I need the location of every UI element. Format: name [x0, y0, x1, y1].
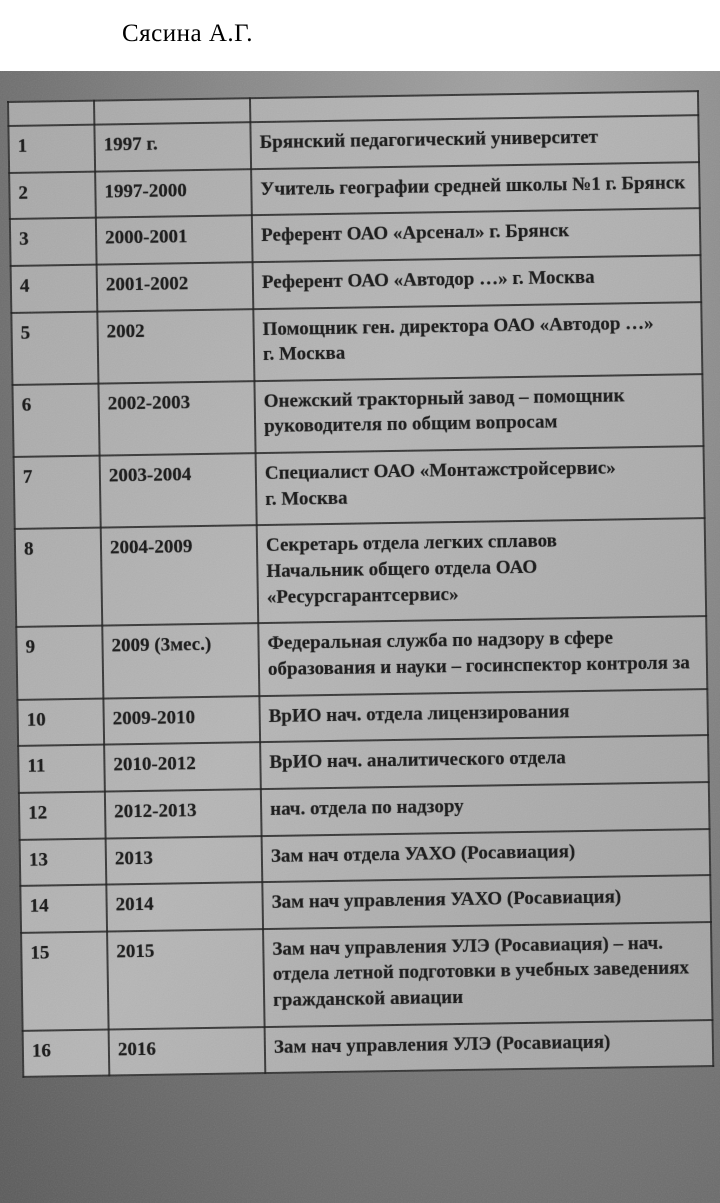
row-number: 13 [20, 838, 107, 886]
row-description: Онежский тракторный завод – помощник руководителя по общим вопросам [254, 374, 703, 453]
row-period: 2009-2010 [103, 696, 260, 745]
row-number: 15 [21, 931, 109, 1030]
row-number: 4 [11, 265, 98, 313]
row-description: Помощник ген. директора ОАО «Автодор …» г. Москва [253, 302, 702, 381]
row-period: 2016 [109, 1027, 266, 1076]
table-row [23, 1020, 714, 1077]
row-period: 1997-2000 [95, 169, 252, 218]
table-row [14, 446, 705, 529]
row-number: 1 [8, 125, 95, 173]
row-number: 16 [23, 1029, 110, 1077]
row-period: 2000-2001 [96, 215, 253, 264]
row-period: 2010-2012 [104, 742, 261, 791]
row-period: 2003-2004 [100, 453, 257, 528]
table-row [21, 922, 712, 1031]
row-number: 11 [18, 745, 105, 793]
row-period: 2009 (3мес.) [102, 623, 259, 698]
table-row [12, 374, 703, 457]
row-period: 2002 [97, 309, 254, 384]
row-number: 5 [11, 311, 98, 385]
row-number: 2 [9, 171, 96, 219]
row-description: Специалист ОАО «Монтажстройсервис» г. Москва [256, 446, 705, 525]
header-cell-period [94, 98, 250, 124]
row-description: Зам нач управления УАХО (Росавиация) [262, 875, 711, 929]
header-cell-number [8, 101, 94, 126]
table-row [11, 302, 702, 385]
row-period: 2013 [106, 836, 263, 885]
row-number: 14 [20, 885, 107, 933]
row-period: 1997 г. [94, 122, 251, 171]
row-number: 10 [17, 698, 104, 746]
page-title: Сясина А.Г. [122, 20, 254, 47]
row-period: 2002-2003 [98, 381, 255, 456]
scanned-photo [0, 71, 720, 1203]
row-period: 2012-2013 [105, 789, 262, 838]
row-description: Референт ОАО «Арсенал» г. Брянск [252, 208, 701, 262]
row-description: Зам нач управления УЛЭ (Росавиация) [265, 1020, 714, 1074]
row-number: 6 [12, 383, 99, 457]
row-description: нач. отдела по надзору [261, 782, 710, 836]
row-description: ВрИО нач. аналитического отдела [260, 735, 709, 789]
row-number: 8 [15, 528, 103, 627]
row-description: Секретарь отдела легких сплавов Начальник общего отдела ОАО «Ресурсгарантсервис» [257, 518, 706, 623]
row-description: Учитель географии средней школы №1 г. Брянск [251, 162, 700, 216]
row-period: 2015 [107, 929, 265, 1029]
row-number: 12 [19, 791, 106, 839]
row-number: 3 [10, 218, 97, 266]
career-table [7, 90, 714, 1078]
table-row [15, 518, 706, 627]
row-description: Референт ОАО «Автодор …» г. Москва [253, 255, 702, 309]
row-period: 2001-2002 [97, 262, 254, 311]
row-description: Брянский педагогический университет [250, 115, 699, 169]
table-row [16, 616, 707, 699]
row-description: Федеральная служба по надзору в сфере образования и науки – госинспектор контроля за [258, 616, 707, 695]
row-period: 2014 [106, 882, 263, 931]
row-number: 9 [16, 626, 103, 700]
row-description: ВрИО нач. отдела лицензирования [259, 689, 708, 743]
row-period: 2004-2009 [101, 526, 259, 626]
row-description: Зам нач отдела УАХО (Росавиация) [262, 829, 711, 883]
row-description: Зам нач управления УЛЭ (Росавиация) – нач. отдела летной подготовки в учебных заведениях гражданской авиации [263, 922, 712, 1027]
row-number: 7 [14, 456, 101, 530]
